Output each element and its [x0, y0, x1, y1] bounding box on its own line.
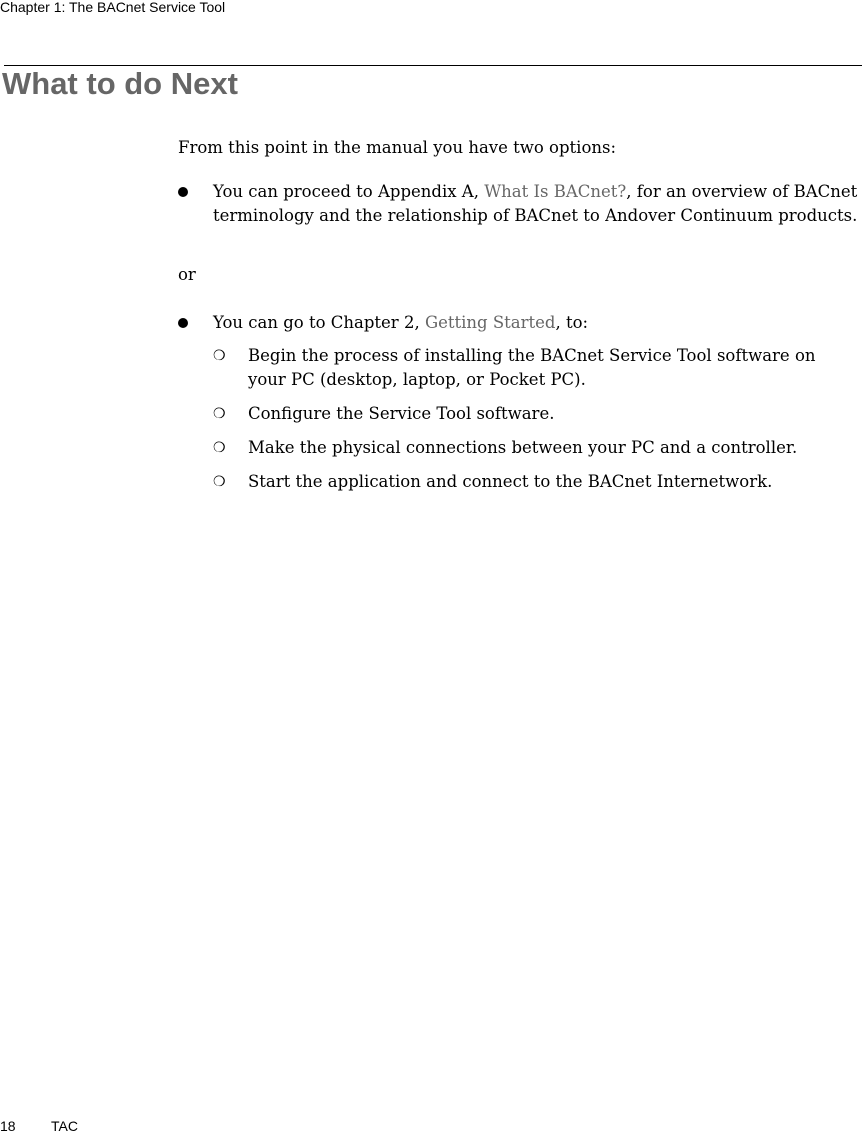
- page-footer: [0, 1118, 78, 1134]
- hollow-bullet-icon: ❍: [213, 474, 226, 490]
- intro-paragraph: From this point in the manual you have two options:: [178, 138, 617, 157]
- sub-list-item: [213, 470, 858, 494]
- sub-item-text: Begin the process of installing the BACnet Service Tool software on your PC (desktop, laptop, or Pocket PC).: [248, 346, 816, 389]
- bullet-text-suffix: , to:: [555, 313, 589, 332]
- footer-label: TAC: [51, 1118, 78, 1134]
- sub-list-item: [213, 436, 858, 460]
- sub-item-text: Start the application and connect to the BACnet Internetwork.: [248, 472, 773, 491]
- sub-list: [213, 344, 858, 504]
- hollow-bullet-icon: ❍: [213, 440, 226, 456]
- bullet-text-prefix: You can proceed to Appendix A,: [213, 182, 485, 201]
- section-title: What to do Next: [2, 66, 238, 101]
- hollow-bullet-icon: ❍: [213, 406, 226, 422]
- getting-started-link[interactable]: Getting Started: [424, 313, 556, 332]
- sub-list-item: [213, 402, 858, 426]
- bullet-text-prefix: You can go to Chapter 2,: [213, 313, 425, 332]
- sub-item-text: Make the physical connections between your PC and a controller.: [248, 438, 798, 457]
- page-number: 18: [0, 1118, 16, 1134]
- bullet-appendix: [178, 180, 858, 228]
- what-is-bacnet-link[interactable]: What Is BACnet?: [484, 182, 627, 201]
- bullet-text-suffix: , for an overview of BACnet terminology and the relationship of BACnet to Andover Continuum products.: [213, 182, 858, 225]
- bullet-dot-icon: [178, 318, 188, 328]
- bullet-dot-icon: [178, 187, 188, 197]
- sub-list-item: [213, 344, 858, 392]
- hollow-bullet-icon: ❍: [213, 348, 226, 364]
- running-head: Chapter 1: The BACnet Service Tool: [0, 0, 226, 15]
- bullet-chapter2: [178, 311, 858, 335]
- bullet-text: [213, 311, 858, 335]
- sub-item-text: Configure the Service Tool software.: [248, 404, 555, 423]
- bullet-text: [213, 180, 858, 228]
- or-text: or: [178, 265, 196, 284]
